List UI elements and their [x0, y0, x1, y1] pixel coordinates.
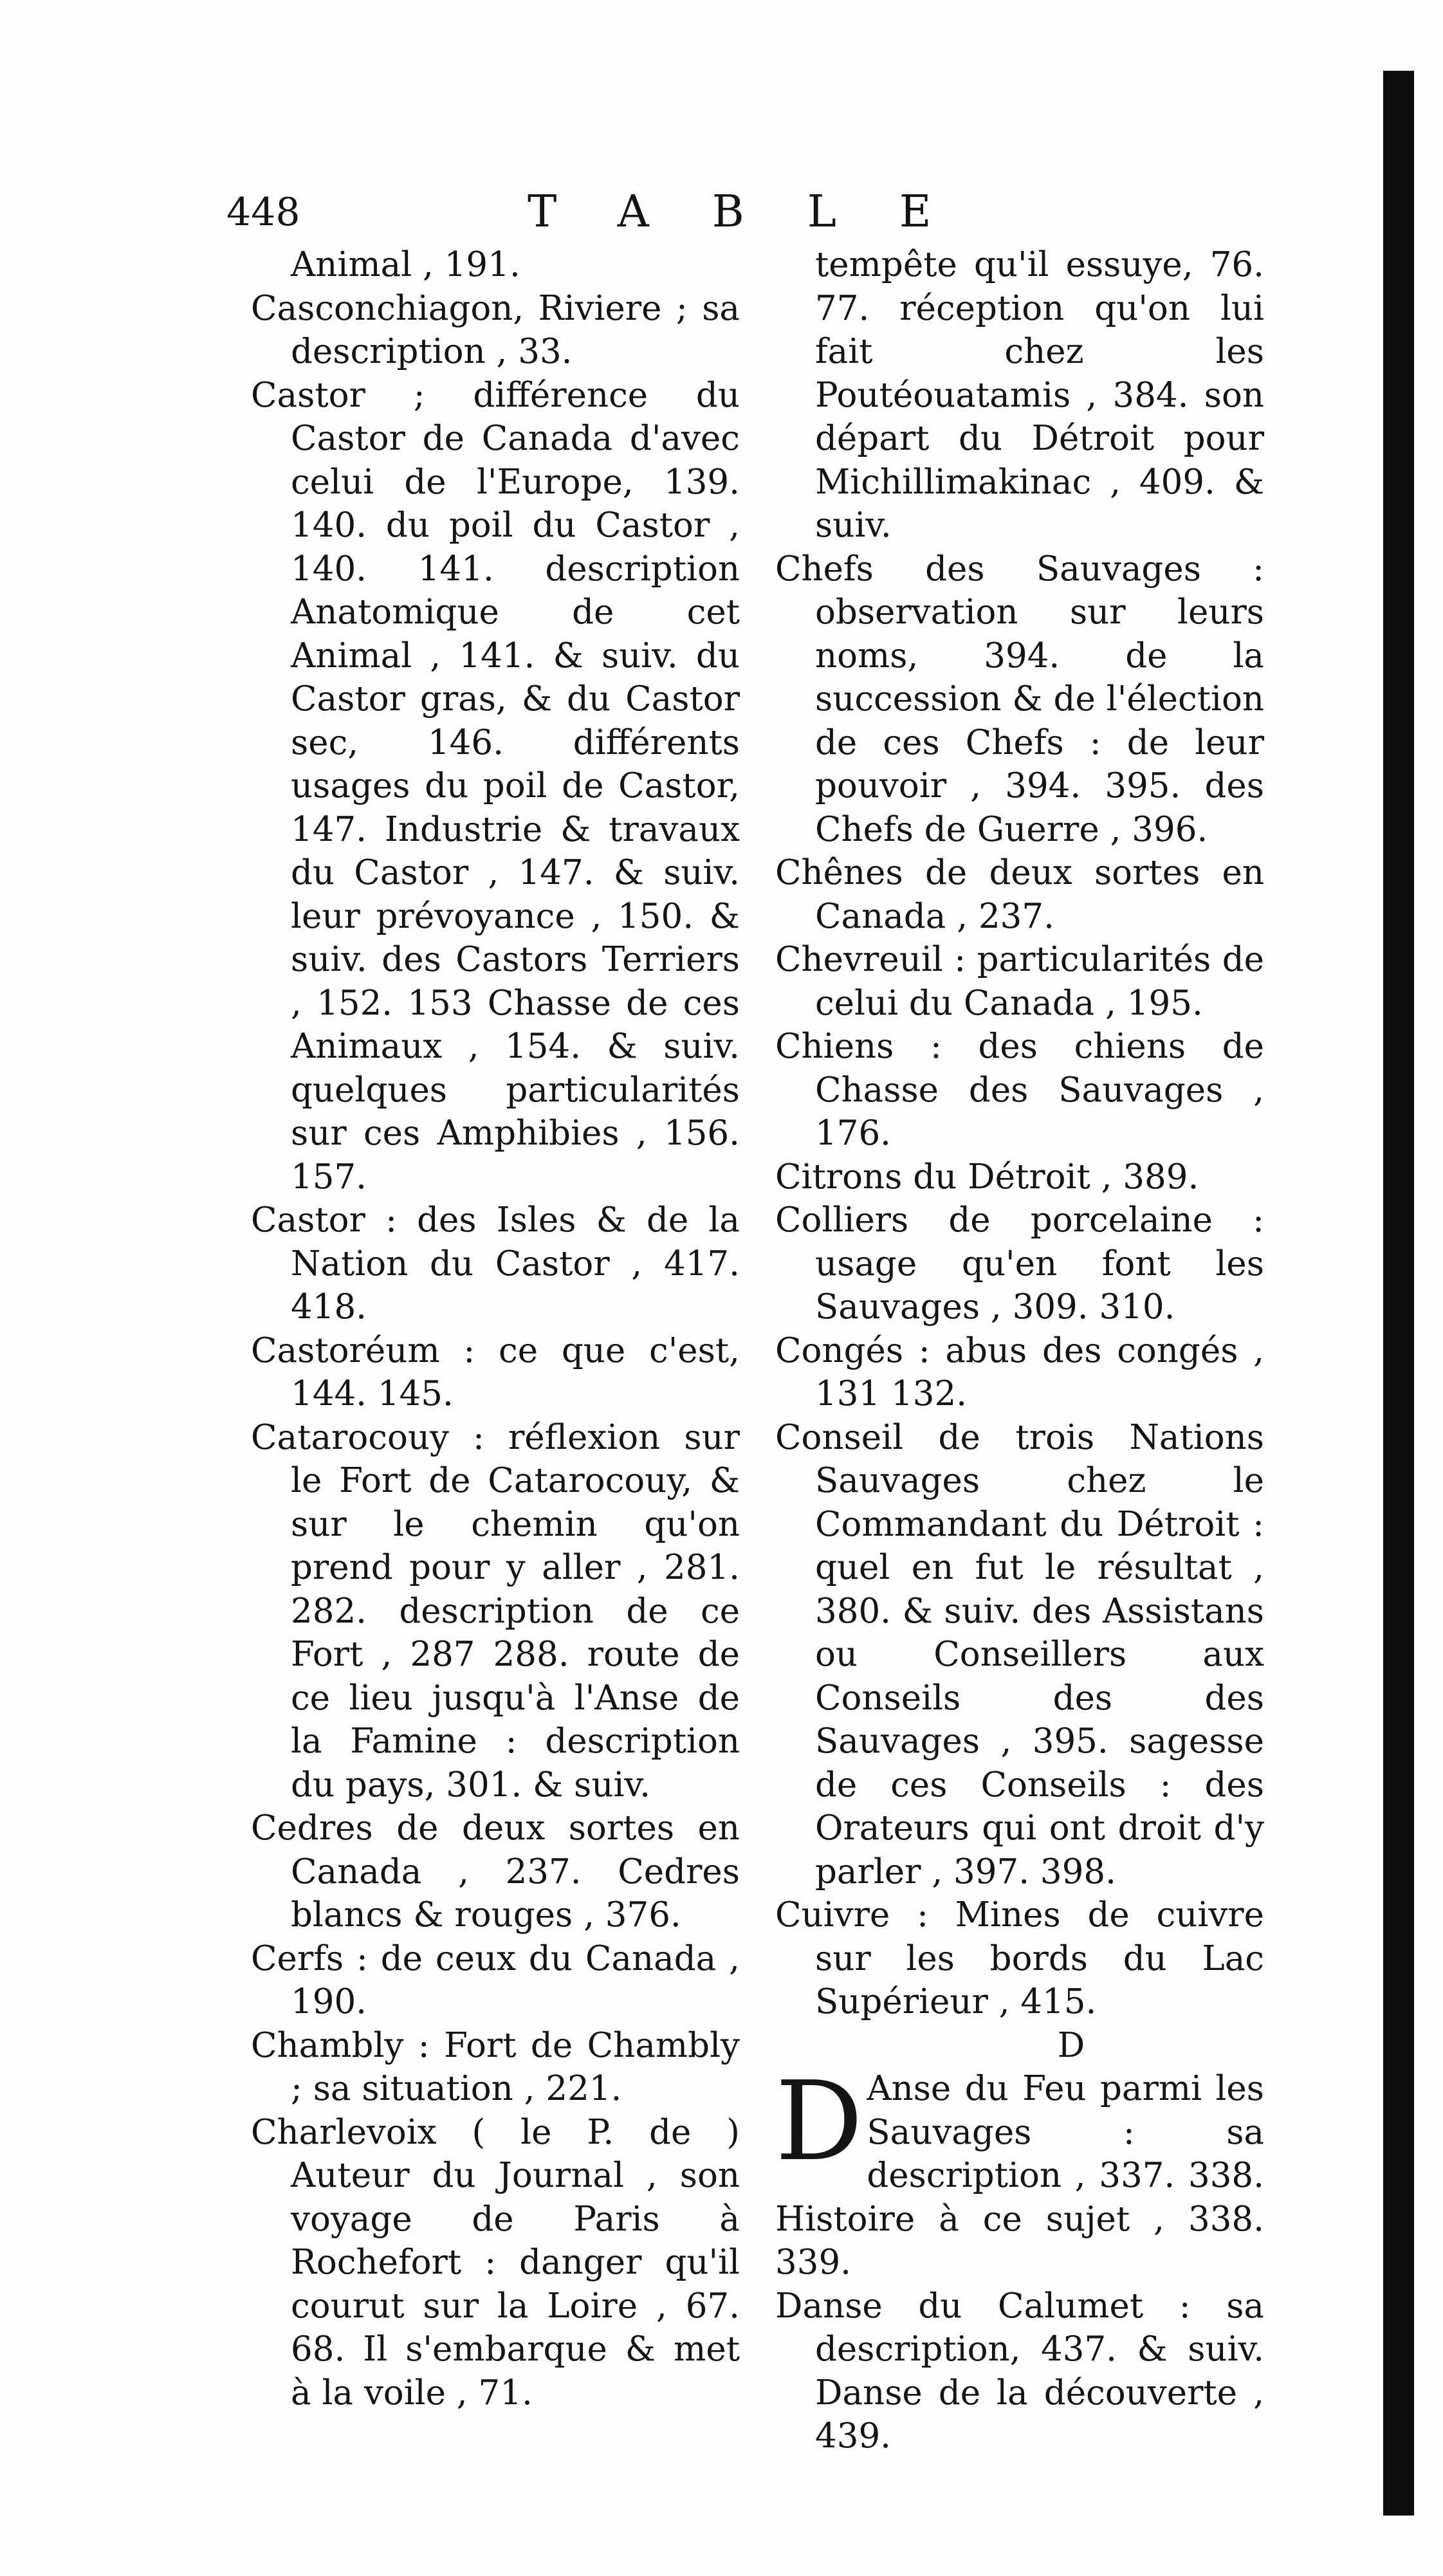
running-title: TABLE [528, 187, 995, 237]
index-column-left [251, 243, 740, 2415]
index-entry: Chefs des Sauvages : observation sur leurs noms, 394. de la succession & de l'élection de ces Chefs : de leur pouvoir , 394. 395. des Chefs de Guerre , 396. [775, 549, 1264, 849]
index-entry: Animal , 191. [291, 245, 520, 284]
index-entry: Cerfs : de ceux du Canada , 190. [251, 1938, 740, 2021]
index-entry: Colliers de porcelaine : usage qu'en font les Sauvages , 309. 310. [775, 1201, 1264, 1327]
index-entry-dropcap [775, 2058, 1264, 2285]
index-entry: Congés : abus des congés , 131 132. [775, 1330, 1264, 1413]
index-entry: Castor : des Isles & de la Nation du Castor , 417. 418. [251, 1201, 740, 1327]
index-entry: Cuivre : Mines de cuivre sur les bords du Lac Supérieur , 415. [775, 1895, 1264, 2021]
index-entry: Casconchiagon, Riviere ; sa description , 33. [251, 288, 740, 371]
index-entry: Castor ; différence du Castor de Canada d'avec celui de l'Europe, 139. 140. du poil du Castor , 140. 141. description Anatomique de cet Animal , 141. & suiv. du Castor gras, & du Castor sec, 146. différents usages du poil de Castor, 147. Industrie & travaux du Castor , 147. & suiv. leur prévoyance , 150. & suiv. des Castors Terriers , 152. 153 Chasse de ces Animaux , 154. & suiv. quelques particularités sur ces Amphibies , 156. 157. [251, 375, 740, 1197]
index-entry: Citrons du Détroit , 389. [775, 1157, 1199, 1197]
index-column-right [775, 243, 1264, 2458]
index-entry: Chiens : des chiens de Chasse des Sauvages , 176. [775, 1027, 1264, 1153]
drop-cap-letter: D [775, 2058, 863, 2185]
index-entry: tempête qu'il essuye, 76. 77. réception qu'on lui fait chez les Poutéouatamis , 384. son départ du Détroit pour Michillimakinac , 409. & suiv. [815, 245, 1264, 545]
index-entry: Castoréum : ce que c'est, 144. 145. [251, 1330, 740, 1413]
page-number: 448 [226, 190, 300, 235]
index-entry: Danse du Calumet : sa description, 437. & suiv. Danse de la découverte , 439. [775, 2286, 1264, 2456]
index-entry: Charlevoix ( le P. de ) Auteur du Journal , son voyage de Paris à Rochefort : danger qu'il courut sur la Loire , 67. 68. Il s'embarque & met à la voile , 71. [251, 2112, 740, 2413]
index-entry: Conseil de trois Nations Sauvages chez le Commandant du Détroit : quel en fut le résultat , 380. & suiv. des Assistans ou Conseillers aux Conseils des des Sauvages , 395. sagesse de ces Conseils : des Orateurs qui ont droit d'y parler , 397. 398. [775, 1417, 1264, 1891]
index-entry: Chevreuil : particularités de celui du Canada , 195. [775, 940, 1264, 1023]
index-entry: Chênes de deux sortes en Canada , 237. [775, 853, 1264, 936]
index-entry: Chambly : Fort de Chambly ; sa situation , 221. [251, 2025, 740, 2108]
page-header [0, 187, 1351, 244]
dropcap-entry-text: Anse du Feu parmi les Sauvages : sa description , 337. 338. Histoire à ce sujet , 338. 339. [775, 2069, 1264, 2282]
page-edge-shadow [1383, 71, 1414, 2516]
index-entry: Cedres de deux sortes en Canada , 237. Cedres blancs & rouges , 376. [251, 1808, 740, 1935]
index-entry: Catarocouy : réflexion sur le Fort de Catarocouy, & sur le chemin qu'on prend pour y aller , 281. 282. description de ce Fort , 287 288. route de ce lieu jusqu'à l'Anse de la Famine : description du pays, 301. & suiv. [251, 1417, 740, 1805]
section-heading-d: D [1057, 2025, 1085, 2065]
